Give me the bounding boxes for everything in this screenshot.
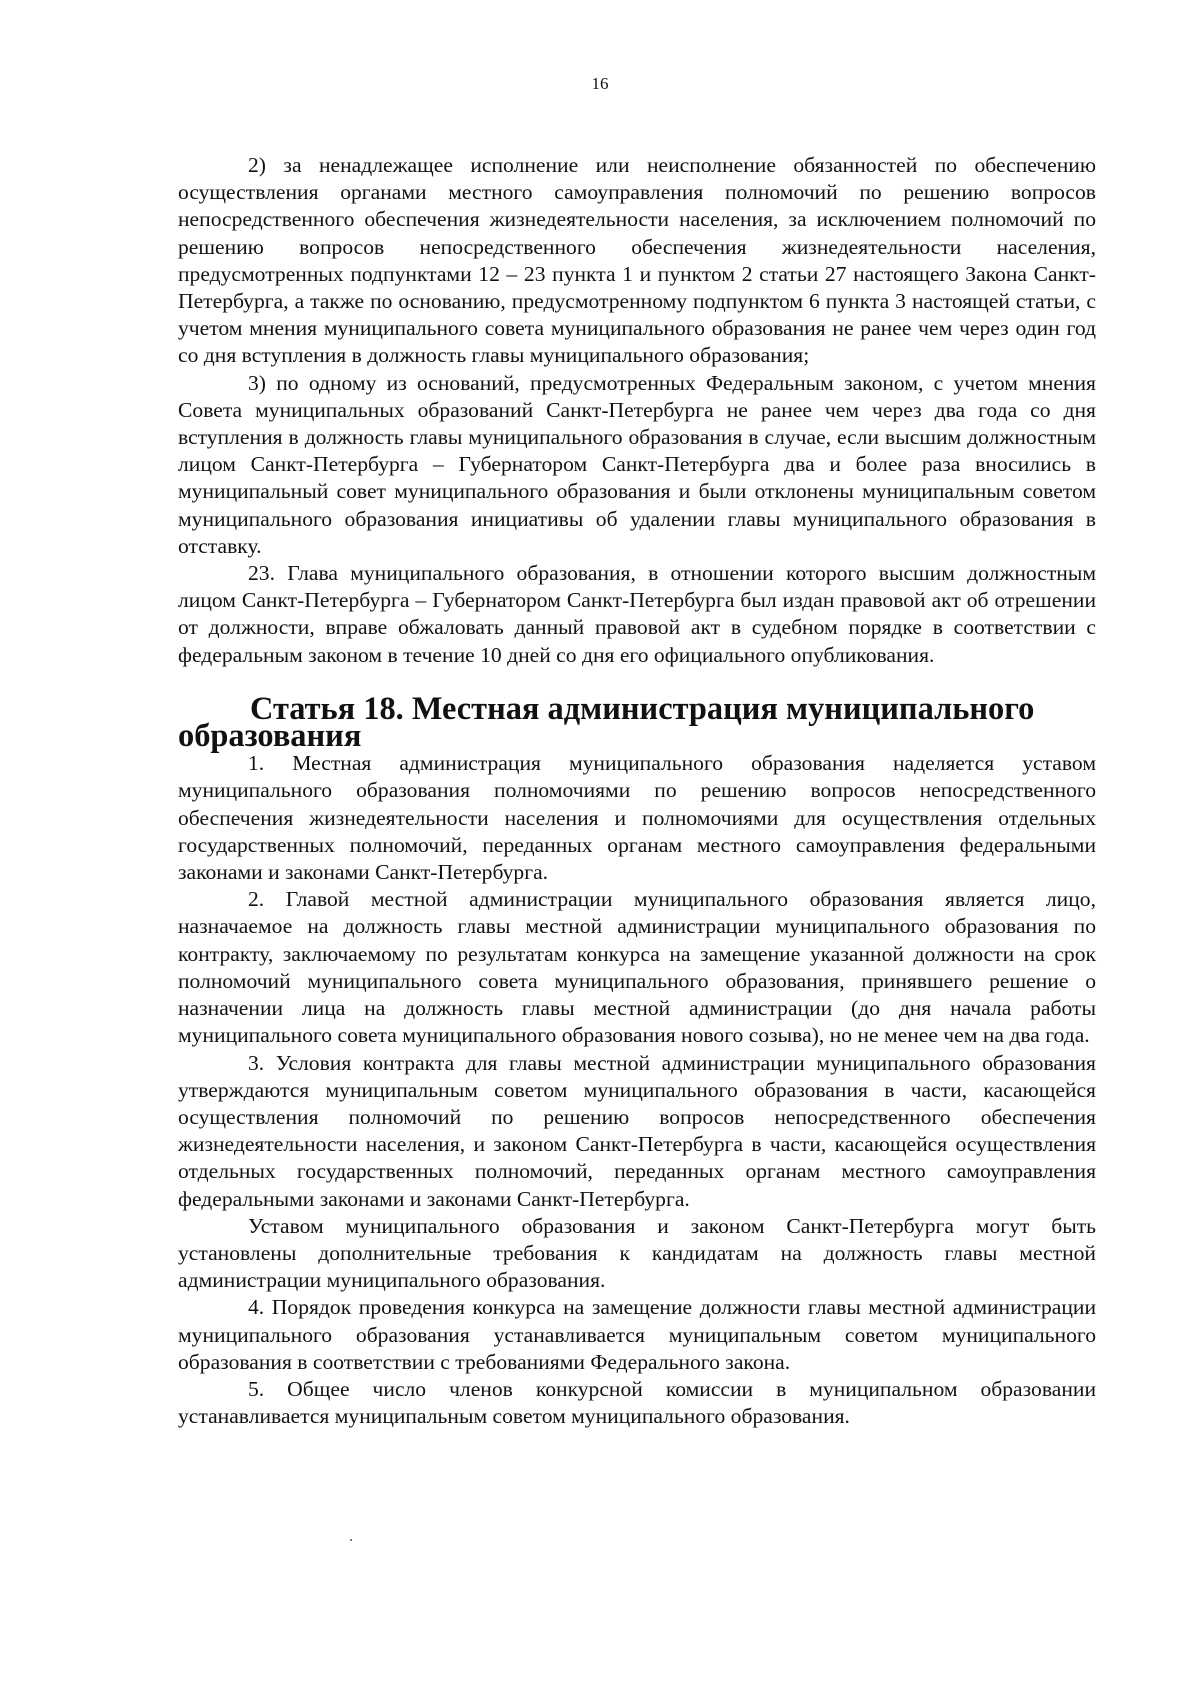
- paragraph-clause-3: 3) по одному из оснований, предусмотренных Федеральным законом, с учетом мнения Совета муниципальных образований Санкт-Петербурга не ранее чем через два года со дня вступления в должность главы муниципального образования в случае, если высшим должностным лицом Санкт-Петербурга – Губернатором Санкт-Петербурга два и более раза вносились в муниципальный совет муниципального образования и были отклонены муниципальным советом муниципального образования инициативы об удалении главы муниципального образования в отставку.: [178, 370, 1096, 558]
- scan-speck: [350, 1539, 352, 1541]
- paragraph-item-3: 3. Условия контракта для главы местной администрации муниципального образования утверждаются муниципальным советом муниципального образования в части, касающейся осуществления полномочий по решению вопросов непосредственного обеспечения жизнедеятельности населения, и законом Санкт-Петербурга в части, касающейся осуществления отдельных государственных полномочий, переданных органам местного самоуправления федеральными законами и законами Санкт-Петербурга.: [178, 1050, 1096, 1211]
- paragraph-item-1: 1. Местная администрация муниципального образования наделяется уставом муниципального образования полномочиями по решению вопросов непосредственного обеспечения жизнедеятельности населения и полномочиями для осуществления отдельных государственных полномочий, переданных органам местного самоуправления федеральными законами и законами Санкт-Петербурга.: [178, 751, 1096, 885]
- paragraph-item-4: 4. Порядок проведения конкурса на замещение должности главы местной администрации муниципального образования устанавливается муниципальным советом муниципального образования в соответствии с требованиями Федерального закона.: [178, 1295, 1096, 1374]
- document-body: [178, 152, 1096, 1430]
- paragraph-charter-requirements: Уставом муниципального образования и законом Санкт-Петербурга могут быть установлены дополнительные требования к кандидатам на должность главы местной администрации муниципального образования.: [178, 1213, 1096, 1293]
- article-heading: Статья 18. Местная администрация муниципального образования: [178, 690, 1035, 755]
- paragraph-item-5: 5. Общее число членов конкурсной комиссии в муниципальном образовании устанавливается муниципальным советом муниципального образования.: [178, 1376, 1096, 1429]
- paragraph-item-2: 2. Главой местной администрации муниципального образования является лицо, назначаемое на должность главы местной администрации муниципального образования по контракту, заключаемому по результатам конкурса на замещение указанной должности на срок полномочий муниципального совета муниципального образования, принявшего решение о назначении лица на должность главы местной администрации (до дня начала работы муниципального совета муниципального образования нового созыва), но не менее чем на два года.: [178, 887, 1096, 1048]
- paragraph-item-23: 23. Глава муниципального образования, в отношении которого высшим должностным лицом Санкт-Петербурга – Губернатором Санкт-Петербурга был издан правовой акт об отрешении от должности, вправе обжаловать данный правовой акт в судебном порядке в соответствии с федеральным законом в течение 10 дней со дня его официального опубликования.: [178, 561, 1096, 667]
- paragraph-clause-2: 2) за ненадлежащее исполнение или неисполнение обязанностей по обеспечению осуществления органами местного самоуправления полномочий по решению вопросов непосредственного обеспечения жизнедеятельности населения, за исключением полномочий по решению вопросов непосредственного обеспечения жизнедеятельности населения, предусмотренных подпунктами 12 – 23 пункта 1 и пунктом 2 статьи 27 настоящего Закона Санкт-Петербурга, а также по основанию, предусмотренному подпунктом 6 пункта 3 настоящей статьи, с учетом мнения муниципального совета муниципального образования не ранее чем через один год со дня вступления в должность главы муниципального образования;: [178, 153, 1096, 368]
- page-number: 16: [591, 74, 609, 93]
